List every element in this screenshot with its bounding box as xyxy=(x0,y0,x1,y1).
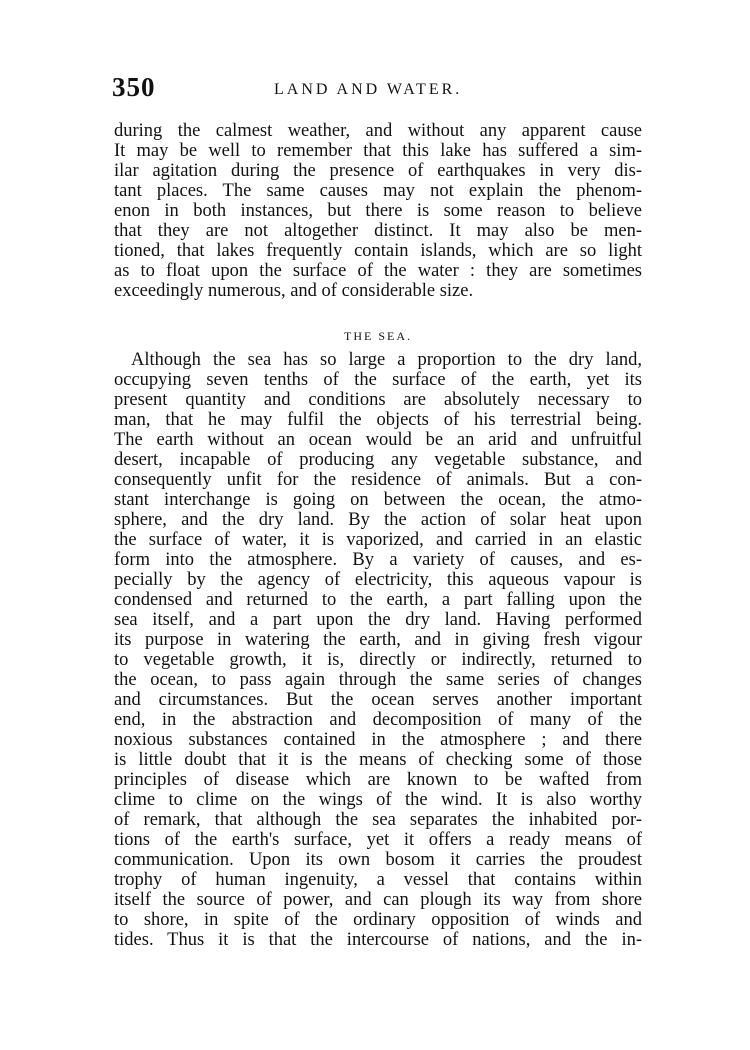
paragraph-lake xyxy=(114,121,642,301)
text-line: end, in the abstraction and decomposition of many of the xyxy=(114,710,642,730)
text-line: the ocean, to pass again through the same series of changes xyxy=(114,670,642,690)
text-line: enon in both instances, but there is some reason to believe xyxy=(114,201,642,221)
text-line: present quantity and conditions are absolutely necessary to xyxy=(114,390,642,410)
text-line: its purpose in watering the earth, and in giving fresh vigour xyxy=(114,630,642,650)
text-line: It may be well to remember that this lake has suffered a sim- xyxy=(114,141,642,161)
text-line: condensed and returned to the earth, a part falling upon the xyxy=(114,590,642,610)
text-line: pecially by the agency of electricity, this aqueous vapour is xyxy=(114,570,642,590)
text-line: communication. Upon its own bosom it carries the proudest xyxy=(114,850,642,870)
text-line: tides. Thus it is that the intercourse of nations, and the in- xyxy=(114,930,642,950)
text-line: Although the sea has so large a proportion to the dry land, xyxy=(131,350,642,370)
text-line: ilar agitation during the presence of earthquakes in very dis- xyxy=(114,161,642,181)
text-line: trophy of human ingenuity, a vessel that contains within xyxy=(114,870,642,890)
running-head: LAND AND WATER. xyxy=(274,81,463,98)
text-line: tant places. The same causes may not explain the phenom- xyxy=(114,181,642,201)
text-line: to shore, in spite of the ordinary opposition of winds and xyxy=(114,910,642,930)
page-number: 350 xyxy=(112,72,156,102)
text-line: as to float upon the surface of the water : they are sometimes xyxy=(114,261,642,281)
text-line: that they are not altogether distinct. It may also be men- xyxy=(114,221,642,241)
text-line: exceedingly numerous, and of considerable size. xyxy=(114,281,474,301)
text-line: consequently unfit for the residence of animals. But a con- xyxy=(114,470,642,490)
text-line: The earth without an ocean would be an arid and unfruitful xyxy=(114,430,642,450)
text-line: form into the atmosphere. By a variety of causes, and es- xyxy=(114,550,642,570)
paragraph-the-sea xyxy=(114,350,642,950)
text-line: man, that he may fulfil the objects of his terrestrial being. xyxy=(114,410,642,430)
text-line: sea itself, and a part upon the dry land. Having performed xyxy=(114,610,642,630)
text-line: tioned, that lakes frequently contain islands, which are so light xyxy=(114,241,642,261)
text-line: is little doubt that it is the means of checking some of those xyxy=(114,750,642,770)
text-line: to vegetable growth, it is, directly or indirectly, returned to xyxy=(114,650,642,670)
text-line: noxious substances contained in the atmosphere ; and there xyxy=(114,730,642,750)
page-header xyxy=(112,72,642,106)
text-line: itself the source of power, and can plough its way from shore xyxy=(114,890,642,910)
text-line: during the calmest weather, and without any apparent cause xyxy=(114,121,642,141)
text-line: stant interchange is going on between the ocean, the atmo- xyxy=(114,490,642,510)
text-line: sphere, and the dry land. By the action of solar heat upon xyxy=(114,510,642,530)
text-line: and circumstances. But the ocean serves another important xyxy=(114,690,642,710)
text-line: clime to clime on the wings of the wind. It is also worthy xyxy=(114,790,642,810)
text-line: tions of the earth's surface, yet it offers a ready means of xyxy=(114,830,642,850)
section-heading: THE SEA. xyxy=(344,329,412,343)
text-line: occupying seven tenths of the surface of the earth, yet its xyxy=(114,370,642,390)
text-line: desert, incapable of producing any vegetable substance, and xyxy=(114,450,642,470)
text-line: of remark, that although the sea separates the inhabited por- xyxy=(114,810,642,830)
text-line: principles of disease which are known to be wafted from xyxy=(114,770,642,790)
text-line: the surface of water, it is vaporized, and carried in an elastic xyxy=(114,530,642,550)
